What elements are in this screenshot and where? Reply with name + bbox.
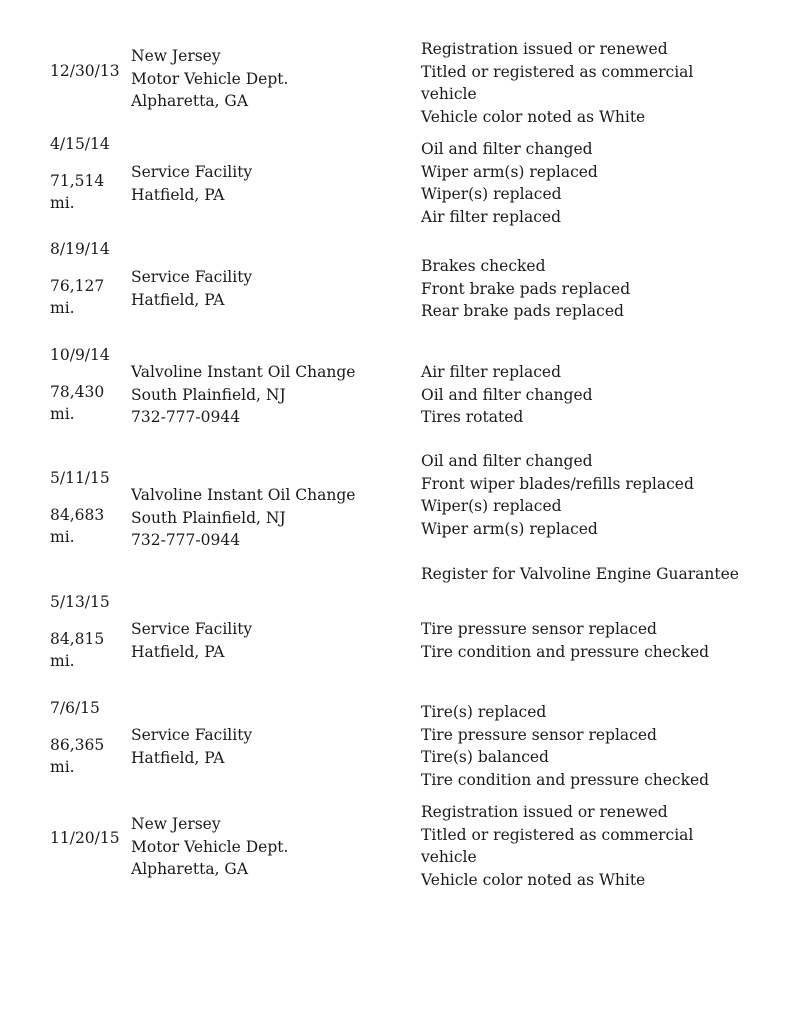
detail-line: Register for Valvoline Engine Guarantee (421, 564, 739, 583)
record-mileage: 78,430 mi. (50, 382, 105, 424)
detail-line: Titled or registered as commercial (421, 825, 694, 844)
record-mileage: 84,683 mi. (50, 505, 105, 547)
detail-line: Wiper arm(s) replaced (421, 162, 598, 181)
detail-line: Tire condition and pressure checked (421, 770, 710, 789)
record-date-cell (50, 344, 128, 426)
record-source (131, 618, 411, 663)
source-line: Alpharetta, GA (131, 92, 249, 111)
source-line: Hatfield, PA (131, 290, 225, 309)
detail-line: Brakes checked (421, 257, 546, 275)
record-date: 5/11/15 (50, 469, 110, 487)
record-date: 12/30/13 (50, 62, 120, 80)
detail-line: Registration issued or renewed (421, 40, 668, 58)
detail-line: Tire condition and pressure checked (421, 642, 710, 661)
record-date-cell (50, 697, 128, 779)
source-line: Hatfield, PA (131, 642, 225, 661)
detail-line: Wiper(s) replaced (421, 185, 562, 204)
record-date: 11/20/15 (50, 829, 120, 847)
detail-line: Tire(s) balanced (421, 748, 549, 767)
record-date-cell (50, 133, 128, 215)
record-source (131, 361, 411, 429)
record-details (421, 361, 771, 429)
record-date: 8/19/14 (50, 240, 110, 258)
detail-line: Front wiper blades/refills replaced (421, 474, 694, 493)
source-line: Valvoline Instant Oil Change (131, 486, 356, 504)
source-line: 732-777-0944 (131, 408, 241, 427)
detail-line: Front brake pads replaced (421, 279, 631, 298)
source-line: Motor Vehicle Dept. (131, 69, 289, 88)
source-line: South Plainfield, NJ (131, 385, 286, 404)
record-date-cell (50, 238, 128, 320)
detail-line: Air filter replaced (421, 207, 561, 226)
record-date-cell (50, 827, 128, 850)
detail-line: Air filter replaced (421, 363, 561, 381)
record-date-cell (50, 591, 128, 673)
source-line: Service Facility (131, 163, 253, 181)
source-line: South Plainfield, NJ (131, 508, 286, 527)
record-mileage: 84,815 mi. (50, 629, 105, 671)
record-source (131, 161, 411, 206)
record-source (131, 266, 411, 311)
detail-line (421, 540, 771, 563)
record-details (421, 450, 771, 586)
source-line: Service Facility (131, 268, 253, 286)
record-date-cell (50, 467, 128, 549)
record-date: 7/6/15 (50, 699, 100, 717)
detail-line: vehicle (421, 85, 477, 104)
record-mileage: 76,127 mi. (50, 276, 105, 318)
source-line: Hatfield, PA (131, 185, 225, 204)
detail-line: Oil and filter changed (421, 140, 593, 158)
record-source (131, 484, 411, 552)
record-mileage: 71,514 mi. (50, 171, 105, 213)
record-source (131, 45, 411, 113)
record-details (421, 801, 771, 891)
detail-line: Wiper arm(s) replaced (421, 519, 598, 538)
record-mileage: 86,365 mi. (50, 735, 105, 777)
source-line: New Jersey (131, 815, 221, 833)
detail-line: Vehicle color noted as White (421, 870, 646, 889)
detail-line: Rear brake pads replaced (421, 302, 624, 321)
record-details (421, 138, 771, 228)
record-details (421, 38, 771, 128)
record-details (421, 618, 771, 663)
record-source (131, 724, 411, 769)
detail-line: Tires rotated (421, 408, 524, 427)
detail-line: Oil and filter changed (421, 385, 593, 404)
record-date: 4/15/14 (50, 135, 110, 153)
detail-line: Registration issued or renewed (421, 803, 668, 821)
source-line: Service Facility (131, 726, 253, 744)
source-line: 732-777-0944 (131, 531, 241, 550)
source-line: Alpharetta, GA (131, 860, 249, 879)
source-line: Valvoline Instant Oil Change (131, 363, 356, 381)
detail-line: Vehicle color noted as White (421, 107, 646, 126)
record-date: 10/9/14 (50, 346, 110, 364)
record-date-cell (50, 60, 128, 83)
detail-line: Titled or registered as commercial (421, 62, 694, 81)
detail-line: Oil and filter changed (421, 452, 593, 470)
record-source (131, 813, 411, 881)
source-line: Hatfield, PA (131, 748, 225, 767)
source-line: Service Facility (131, 620, 253, 638)
detail-line: Tire(s) replaced (421, 703, 547, 721)
detail-line: Tire pressure sensor replaced (421, 620, 657, 638)
record-details (421, 255, 771, 323)
source-line: Motor Vehicle Dept. (131, 837, 289, 856)
record-date: 5/13/15 (50, 593, 110, 611)
detail-line: vehicle (421, 848, 477, 867)
record-details (421, 701, 771, 791)
detail-line: Wiper(s) replaced (421, 497, 562, 516)
source-line: New Jersey (131, 47, 221, 65)
detail-line: Tire pressure sensor replaced (421, 725, 657, 744)
